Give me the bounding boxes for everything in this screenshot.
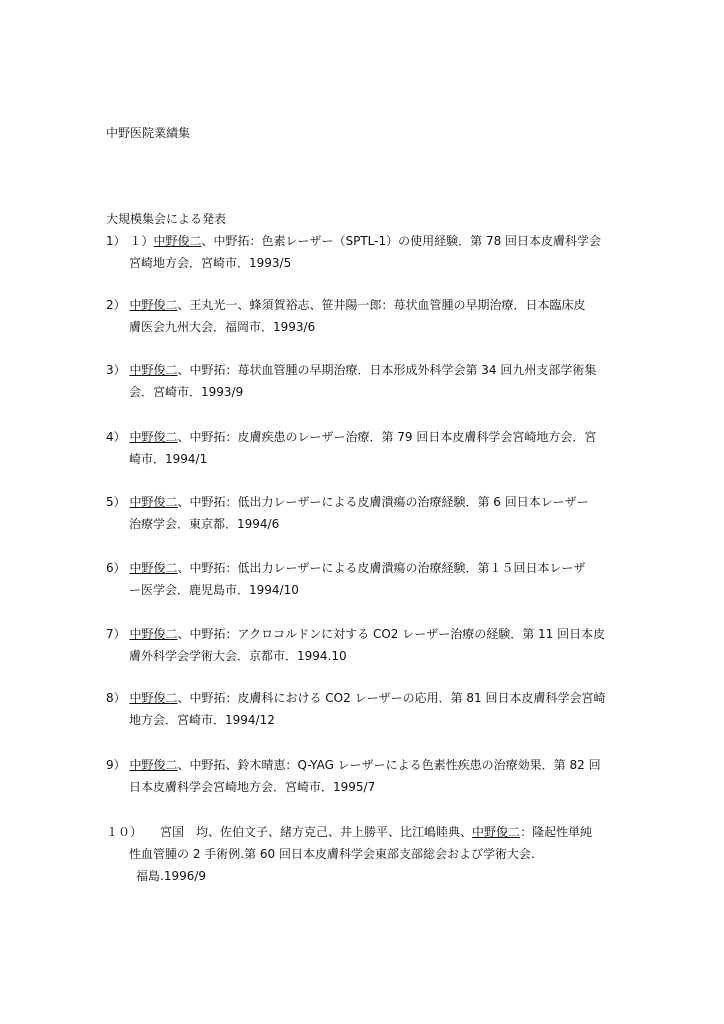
entry-text: 、中野拓：低出力レーザーによる皮膚潰瘍の治療経験．第 6 回日本レーザー xyxy=(177,495,589,509)
publication-entry-7 xyxy=(106,623,626,667)
entry-number: 3） xyxy=(106,363,126,377)
entry-number: 4） xyxy=(106,430,126,444)
publication-entry-6 xyxy=(106,557,626,601)
entry-continuation: 治療学会．東京都．1994/6 xyxy=(129,517,280,531)
entry-continuation: 膚医会九州大会．福岡市．1993/6 xyxy=(129,320,316,334)
entry-text: 、中野拓：アクロコルドンに対する CO2 レーザー治療の経験．第 11 回日本皮 xyxy=(177,627,606,641)
entry-continuation: 膚外科学会学術大会．京都市．1994.10 xyxy=(129,649,347,663)
entry-number: 1） xyxy=(106,234,126,248)
publication-entry-3 xyxy=(106,359,626,403)
entry-author-underlined: 中野俊二 xyxy=(129,691,178,705)
entry-author-underlined: 中野俊二 xyxy=(129,495,178,509)
entry-number: 6） xyxy=(106,561,126,575)
entry-text: ：隆起性単純 xyxy=(520,825,593,839)
entry-number: 8） xyxy=(106,691,126,705)
entry-author-underlined: 中野俊二 xyxy=(129,561,178,575)
entry-number: 2） xyxy=(106,298,126,312)
entry-prefix: １） xyxy=(129,234,154,248)
entry-continuation: 宮崎地方会．宮崎市．1993/5 xyxy=(129,256,292,270)
publication-entry-1 xyxy=(106,230,626,274)
entry-number: 9） xyxy=(106,758,126,772)
entry-continuation-2: 福島.1996/9 xyxy=(136,869,207,883)
entry-number: 7） xyxy=(106,627,126,641)
entry-text: 、中野拓：皮膚科における CO2 レーザーの応用．第 81 回日本皮膚科学会宮崎 xyxy=(177,691,606,705)
entry-continuation: 会．宮崎市．1993/9 xyxy=(129,385,244,399)
entry-author-underlined: 中野俊二 xyxy=(129,627,178,641)
entry-text: 、中野拓、鈴木晴恵：Q-YAG レーザーによる色素性疾患の治療効果．第 82 回 xyxy=(177,758,601,772)
entry-author-underlined: 中野俊二 xyxy=(129,363,178,377)
entry-number: 5） xyxy=(106,495,126,509)
entry-text: 、中野拓：皮膚疾患のレーザー治療．第 79 回日本皮膚科学会宮崎地方会．宮 xyxy=(177,430,597,444)
publication-entry-10 xyxy=(106,821,626,887)
entry-continuation: 性血管腫の 2 手術例.第 60 回日本皮膚科学会東部支部総会および学術大会. xyxy=(129,847,535,861)
entry-text: 、王丸光一、蜂須賀裕志、笹井陽一郎：苺状血管腫の早期治療．日本臨床皮 xyxy=(177,298,586,312)
publication-entry-4 xyxy=(106,426,626,470)
entry-text: 、中野拓：低出力レーザーによる皮膚潰瘍の治療経験．第１５回日本レーザ xyxy=(177,561,586,575)
document-title: 中野医院業績集 xyxy=(106,126,191,140)
entry-author-underlined: 中野俊二 xyxy=(129,758,178,772)
publication-entry-8 xyxy=(106,687,626,731)
entry-continuation: 崎市．1994/1 xyxy=(129,452,208,466)
entry-text: 、中野拓：色素レーザー（SPTL-1）の使用経験．第 78 回日本皮膚科学会 xyxy=(201,234,602,248)
entry-continuation: 日本皮膚科学会宮崎地方会．宮崎市．1995/7 xyxy=(129,780,376,794)
entry-author-underlined: 中野俊二 xyxy=(153,234,202,248)
publication-entry-9 xyxy=(106,754,626,798)
entry-continuation: ー医学会．鹿児島市．1994/10 xyxy=(129,583,299,597)
entry-author-underlined: 中野俊二 xyxy=(472,825,521,839)
entry-author-underlined: 中野俊二 xyxy=(129,298,178,312)
section-heading: 大規模集会による発表 xyxy=(106,212,227,226)
publication-entry-5 xyxy=(106,491,626,535)
publication-entry-2 xyxy=(106,294,626,338)
entry-text: 、中野拓：苺状血管腫の早期治療．日本形成外科学会第 34 回九州支部学術集 xyxy=(177,363,597,377)
entry-continuation: 地方会．宮崎市．1994/12 xyxy=(129,713,275,727)
entry-prefix: 宮国 均、佐伯文子、緒方克己、井上勝平、比江嶋睦典、 xyxy=(160,825,473,839)
entry-author-underlined: 中野俊二 xyxy=(129,430,178,444)
entry-number: １０） xyxy=(106,825,137,839)
